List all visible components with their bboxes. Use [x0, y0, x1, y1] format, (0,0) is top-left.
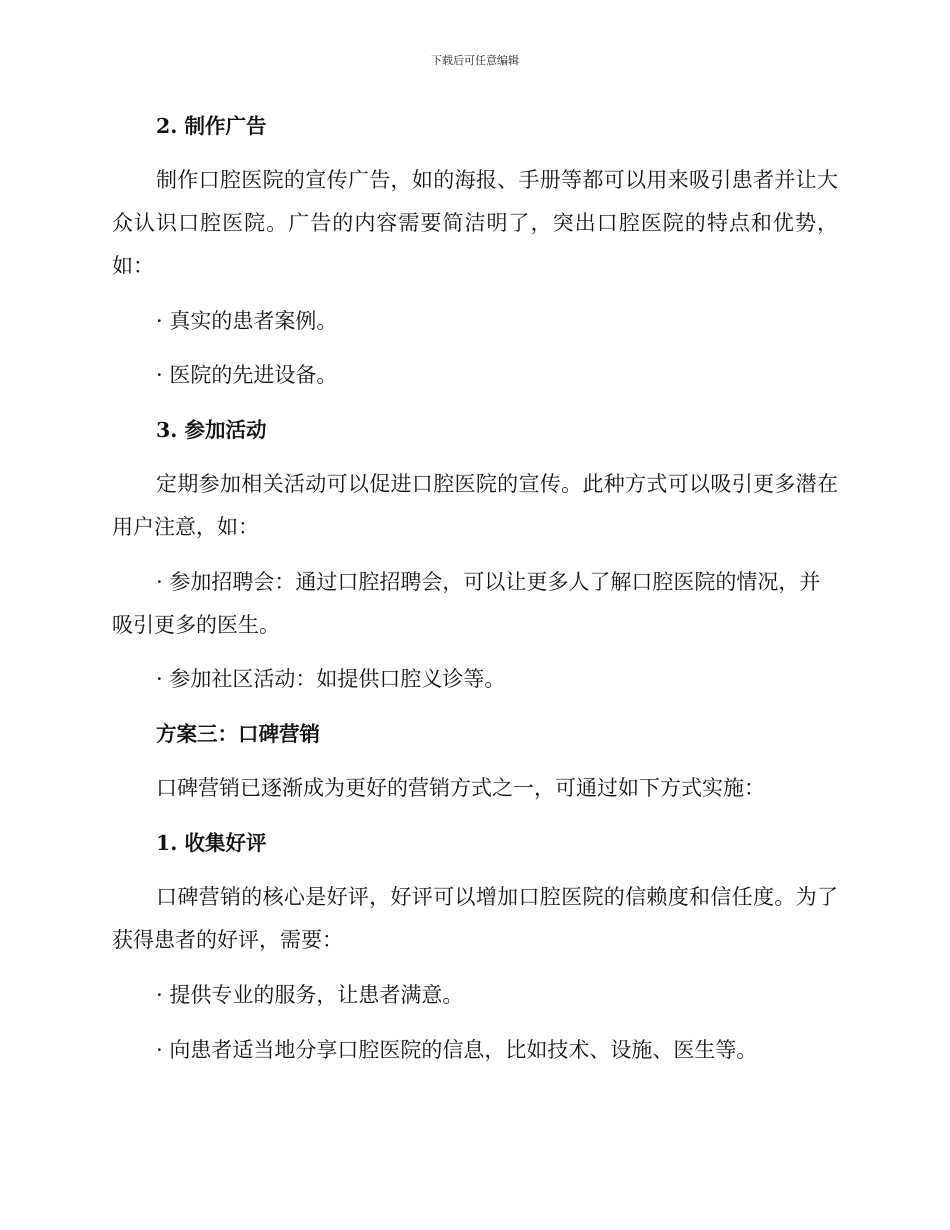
paragraph-events: 定期参加相关活动可以促进口腔医院的宣传。此种方式可以吸引更多潜在用户注意，如： [112, 472, 838, 539]
paragraph-ads: 制作口腔医院的宣传广告，如的海报、手册等都可以用来吸引患者并让大众认识口腔医院。广告的内容需要简洁明了，突出口腔医院的特点和优势，如： [112, 168, 838, 278]
bullet-community: · 参加社区活动：如提供口腔义诊等。 [156, 667, 506, 691]
section-heading-events: 3. 参加活动 [156, 418, 267, 442]
bullet-job-fair: · 参加招聘会：通过口腔招聘会，可以让更多人了解口腔医院的情况，并吸引更多的医生。 [112, 570, 821, 637]
bullet-share-info: · 向患者适当地分享口腔医院的信息，比如技术、设施、医生等。 [156, 1038, 758, 1062]
section-heading-ads: 2. 制作广告 [156, 114, 267, 138]
page-header-note: 下载后可任意编辑 [431, 54, 519, 67]
paragraph-reviews: 口碑营销的核心是好评，好评可以增加口腔医院的信赖度和信任度。为了获得患者的好评，需要： [112, 885, 838, 952]
bullet-patient-cases: · 真实的患者案例。 [156, 309, 338, 333]
bullet-equipment: · 医院的先进设备。 [156, 363, 338, 387]
paragraph-word-of-mouth: 口碑营销已逐渐成为更好的营销方式之一，可通过如下方式实施： [156, 776, 765, 800]
bullet-professional-service: · 提供专业的服务，让患者满意。 [156, 983, 464, 1007]
section-heading-reviews: 1. 收集好评 [156, 831, 267, 855]
section-heading-word-of-mouth: 方案三：口碑营销 [156, 722, 320, 746]
